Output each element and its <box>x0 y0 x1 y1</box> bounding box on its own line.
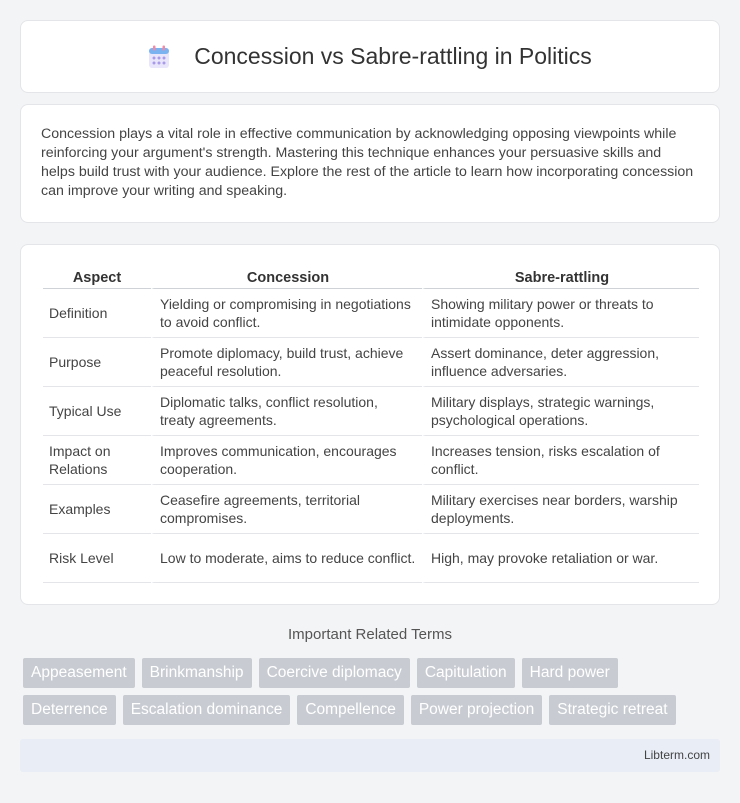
header-sabre-rattling: Sabre-rattling <box>422 265 699 289</box>
calendar-icon <box>148 45 170 69</box>
row-aspect: Risk Level <box>43 534 151 583</box>
tag-coercive-diplomacy[interactable]: Coercive diplomacy <box>259 658 410 688</box>
row-concession: Improves communication, encourages cooperation. <box>151 436 422 485</box>
table-row <box>43 387 699 436</box>
intro-text: Concession plays a vital role in effective communication by acknowledging opposing viewpoints while reinforcing your argument's strength. Mastering this technique enhances your persuasive skills and helps build trust with your audience. Explore the rest of the article to learn how incorporating concession can improve your writing and speaking. <box>41 126 694 199</box>
table-row <box>43 534 699 583</box>
row-concession: Diplomatic talks, conflict resolution, treaty agreements. <box>151 387 422 436</box>
tag-strategic-retreat[interactable]: Strategic retreat <box>549 695 675 725</box>
row-sabre-rattling: High, may provoke retaliation or war. <box>422 534 699 583</box>
row-aspect: Purpose <box>43 338 151 387</box>
row-sabre-rattling: Military displays, strategic warnings, psychological operations. <box>422 387 699 436</box>
tag-capitulation[interactable]: Capitulation <box>417 658 515 688</box>
tag-appeasement[interactable]: Appeasement <box>23 658 135 688</box>
table-row <box>43 289 699 338</box>
footer <box>20 739 720 772</box>
table-row <box>43 338 699 387</box>
footer-brand-link[interactable]: Libterm.com <box>643 748 710 762</box>
tag-row <box>23 658 723 688</box>
tag-deterrence[interactable]: Deterrence <box>23 695 116 725</box>
tag-power-projection[interactable]: Power projection <box>411 695 542 725</box>
row-concession: Low to moderate, aims to reduce conflict. <box>151 534 422 583</box>
tag-compellence[interactable]: Compellence <box>297 695 403 725</box>
row-aspect: Typical Use <box>43 387 151 436</box>
page-title: Concession vs Sabre-rattling in Politics <box>194 43 592 69</box>
intro-card <box>20 104 720 223</box>
related-terms-heading: Important Related Terms <box>288 626 452 643</box>
row-aspect: Definition <box>43 289 151 338</box>
row-sabre-rattling: Showing military power or threats to intimidate opponents. <box>422 289 699 338</box>
table-header-row <box>43 265 699 289</box>
header-aspect: Aspect <box>43 265 151 289</box>
tag-row <box>23 695 723 725</box>
tag-brinkmanship[interactable]: Brinkmanship <box>142 658 252 688</box>
tag-hard-power[interactable]: Hard power <box>522 658 618 688</box>
title-card <box>20 20 720 93</box>
header-concession: Concession <box>151 265 422 289</box>
row-aspect: Impact on Relations <box>43 436 151 485</box>
related-terms <box>23 658 723 732</box>
row-concession: Ceasefire agreements, territorial compromises. <box>151 485 422 534</box>
row-sabre-rattling: Military exercises near borders, warship deployments. <box>422 485 699 534</box>
row-sabre-rattling: Increases tension, risks escalation of conflict. <box>422 436 699 485</box>
row-concession: Yielding or compromising in negotiations to avoid conflict. <box>151 289 422 338</box>
comparison-table <box>43 265 699 583</box>
table-row <box>43 485 699 534</box>
comparison-card <box>20 244 720 605</box>
tag-escalation-dominance[interactable]: Escalation dominance <box>123 695 291 725</box>
row-aspect: Examples <box>43 485 151 534</box>
table-row <box>43 436 699 485</box>
row-sabre-rattling: Assert dominance, deter aggression, influence adversaries. <box>422 338 699 387</box>
row-concession: Promote diplomacy, build trust, achieve peaceful resolution. <box>151 338 422 387</box>
